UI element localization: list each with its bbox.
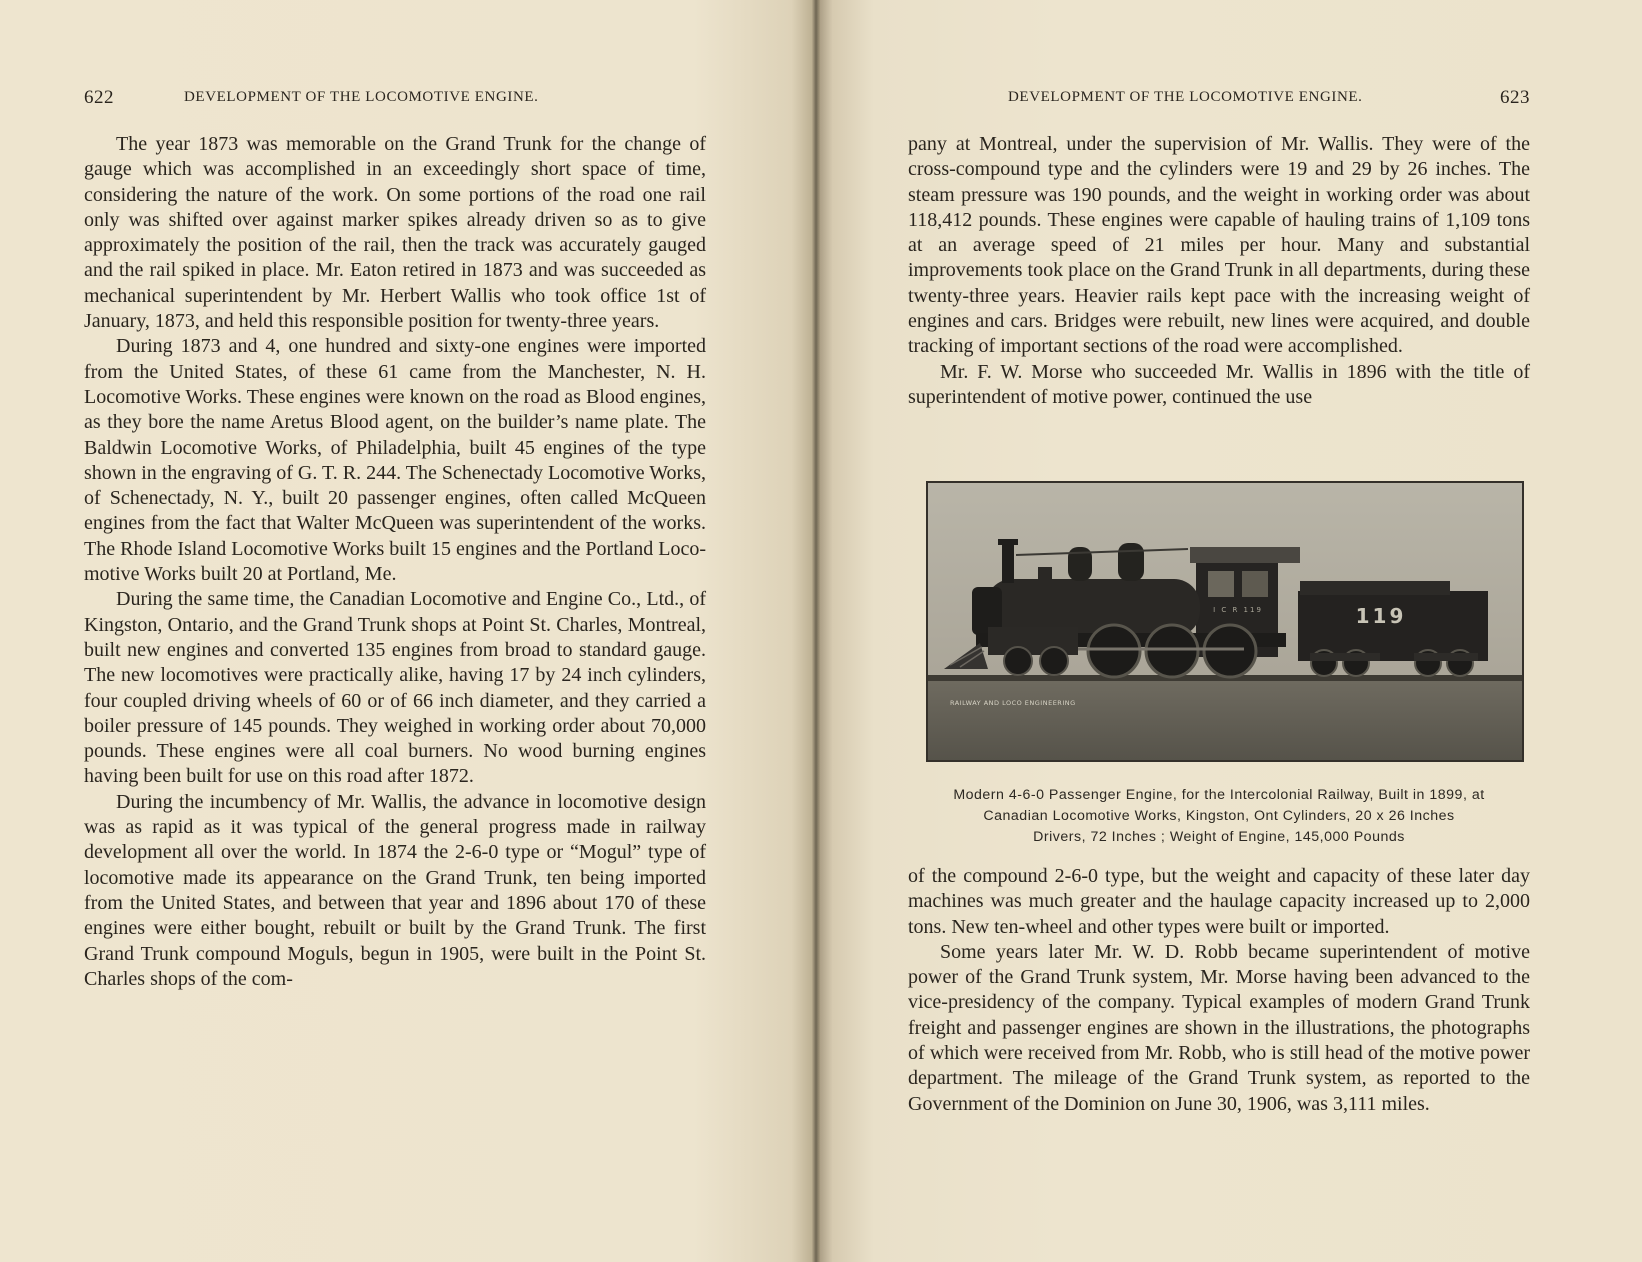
figure-caption <box>908 785 1530 848</box>
caption-line: Canadian Locomotive Works, Kingston, Ont Cylinders, 20 x 26 Inches <box>983 808 1455 824</box>
caption-line: Drivers, 72 Inches ; Weight of Engine, 145,000 Pounds <box>1033 829 1405 845</box>
paragraph: During the incumbency of Mr. Wallis, the advance in locomotive design was as rapid as it was typical of the general progress made in railway development all over the world. In 1874 the 2-6-0 type or “Mogul” type of locomotive made its appearance on the Grand Trunk, ten being imported from the United States, and between that year and 1896 about 170 of these engines were either bought, rebuilt or built by the Grand Trunk. The first Grand Trunk compound Moguls, begun in 1905, were built in the Point St. Charles shops of the com- <box>84 790 706 990</box>
paragraph: Mr. F. W. Morse who succeeded Mr. Wallis in 1896 with the title of superintendent of motive power, continued the use <box>908 360 1530 408</box>
locomotive-illustration <box>928 483 1522 760</box>
paragraph: The year 1873 was memorable on the Grand Trunk for the change of gauge which was accomplished in an exceedingly short space of time, considering the nature of the work. On some portions of the road one rail only was shifted over against marker spikes already driven so as to give approximately the position of the rail, then the track was accurately gauged and the rail spiked in place. Mr. Eaton retired in 1873 and was succeeded as mechanical superintendent by Mr. Herbert Wallis who took office 1st of January, 1873, and held this responsible position for twenty-three years. <box>84 133 706 333</box>
left-page <box>0 0 816 1262</box>
page-number: 622 <box>84 87 114 108</box>
locomotive-photograph <box>926 481 1524 762</box>
left-page-body <box>84 132 706 992</box>
caption-line: Modern 4-6-0 Passenger Engine, for the Intercolonial Railway, Built in 1899, at <box>953 787 1485 803</box>
right-page-header <box>908 89 1530 113</box>
paragraph: of the compound 2-6-0 type, but the weight and capacity of these later day machines was much greater and the haulage capacity increased up to 2,000 tons. New ten-wheel and other types were built or imported. <box>908 865 1530 938</box>
paragraph: Some years later Mr. W. D. Robb became superintendent of motive power of the Grand Trunk system, Mr. Morse having been advanced to the vice-presidency of the company. Typical examples of modern Grand Trunk freight and passenger engines are shown in the illustrations, the photographs of which were received from Mr. Robb, who is still head of the motive power department. The mileage of the Grand Trunk system, as reported to the Government of the Dominion on June 30, 1906, was 3,111 miles. <box>908 940 1530 1115</box>
running-head: DEVELOPMENT OF THE LOCOMOTIVE ENGINE. <box>1008 89 1363 105</box>
engine-number: 119 <box>1355 604 1407 628</box>
photo-credit: RAILWAY AND LOCO ENGINEERING <box>950 699 1076 707</box>
cab-lettering: I C R 119 <box>1213 606 1263 614</box>
right-page-body-top <box>908 132 1530 410</box>
page-number: 623 <box>1500 87 1530 108</box>
paragraph: During 1873 and 4, one hundred and sixty-one engines were imported from the United States, of these 61 came from the Manchester, N. H. Locomotive Works. These engines were known on the road as Blood engines, as they bore the name Aretus Blood agent, on the builder’s name plate. The Baldwin Locomotive Works, of Philadelphia, built 45 engines of the type shown in the engraving of G. T. R. 244. The Schenectady Locomotive Works, of Schenectady, N. Y., built 20 passenger engines, often called McQueen engines from the fact that Walter McQueen was superintendent of the works. The Rhode Island Locomotive Works built 15 engines and the Portland Locomotive Works built 20 at Portland, Me. <box>84 335 706 586</box>
paragraph: pany at Montreal, under the supervision of Mr. Wallis. They were of the cross-compound type and the cylinders were 19 and 29 by 26 inches. The steam pressure was 190 pounds, and the weight in working order was about 118,412 pounds. These engines were capable of hauling trains of 1,109 tons at an average speed of 21 miles per hour. Many and substantial improvements took place on the Grand Trunk in all departments, during these twenty-three years. Heavier rails kept pace with the increasing weight of engines and cars. Bridges were rebuilt, new lines were acquired, and double tracking of important sections of the road were accomplished. <box>908 133 1530 358</box>
left-page-header <box>84 89 706 113</box>
right-page-body-bottom <box>908 864 1530 1117</box>
book-gutter <box>812 0 820 1262</box>
right-page <box>816 0 1642 1262</box>
paragraph: During the same time, the Canadian Locomotive and Engine Co., Ltd., of Kingston, Ontario, and the Grand Trunk shops at Point St. Charles, Montreal, built new engines and converted 135 engines from broad to standard gauge. The new locomotives were practically alike, having 17 by 24 inch cylinders, four coupled driving wheels of 60 or of 66 inch diameter, and they carried a boiler pressure of 145 pounds. They weighed in working order about 70,000 pounds. These engines were all coal burners. No wood burning engines having been built for use on this road after 1872. <box>84 588 706 788</box>
running-head: DEVELOPMENT OF THE LOCOMOTIVE ENGINE. <box>184 89 539 105</box>
